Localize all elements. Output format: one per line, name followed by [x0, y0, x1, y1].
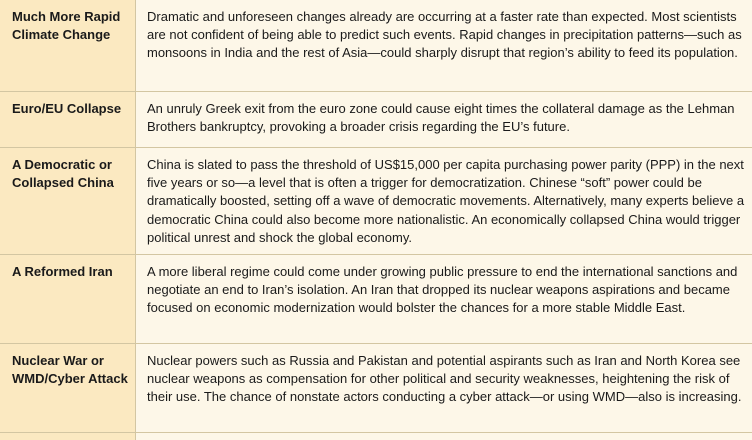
- table-row: [0, 344, 752, 433]
- row-label-cell: [0, 92, 136, 147]
- row-label: A Democratic or Collapsed China: [12, 157, 114, 190]
- row-label: Euro/EU Collapse: [12, 101, 122, 116]
- row-description: China is slated to pass the threshold of US$15,000 per capita purchasing power parity (PPP) in the next five years or so—a level that is often a trigger for democratization. Chinese “soft” power could be dramatically boosted, setting off a wave of democratic movements. Alternatively, many experts believe a democratic China could also become more nationalistic. An economically collapsed China would trigger political unrest and shock the global economy.: [147, 157, 745, 245]
- row-description: Dramatic and unforeseen changes already are occurring at a faster rate than expected. Most scientists are not confident of being able to predict such events. Rapid changes in precipitation patterns—such as monsoons in India and the rest of Asia—could sharply disrupt that region’s ability to feed its population.: [147, 9, 742, 61]
- table-row-partial: [0, 433, 752, 440]
- row-label: Nuclear War or WMD/Cyber Attack: [12, 353, 128, 386]
- table-row: [0, 0, 752, 92]
- row-label-cell: [0, 344, 136, 432]
- row-description: A more liberal regime could come under growing public pressure to end the international sanctions and negotiate an end to Iran’s isolation. An Iran that dropped its nuclear weapons aspirations and became focused on economic modernization would bolster the chances for a more stable Middle East.: [147, 264, 738, 316]
- row-label-cell: [0, 433, 136, 440]
- row-label: A Reformed Iran: [12, 264, 113, 279]
- row-description: An unruly Greek exit from the euro zone could cause eight times the collateral damage as the Lehman Brothers bankruptcy, provoking a broader crisis regarding the EU’s future.: [147, 101, 735, 135]
- row-description: Nuclear powers such as Russia and Pakistan and potential aspirants such as Iran and North Korea see nuclear weapons as compensation for other political and security weaknesses, heightening the risk of their use. The chance of nonstate actors conducting a cyber attack—or using WMD—also is increasing.: [147, 353, 742, 405]
- table-row: [0, 255, 752, 344]
- row-label-cell: [0, 255, 136, 343]
- table-row: [0, 148, 752, 255]
- table-row: [0, 92, 752, 148]
- row-label-cell: [0, 148, 136, 254]
- row-label-cell: [0, 0, 136, 91]
- row-label: Much More Rapid Climate Change: [12, 9, 121, 42]
